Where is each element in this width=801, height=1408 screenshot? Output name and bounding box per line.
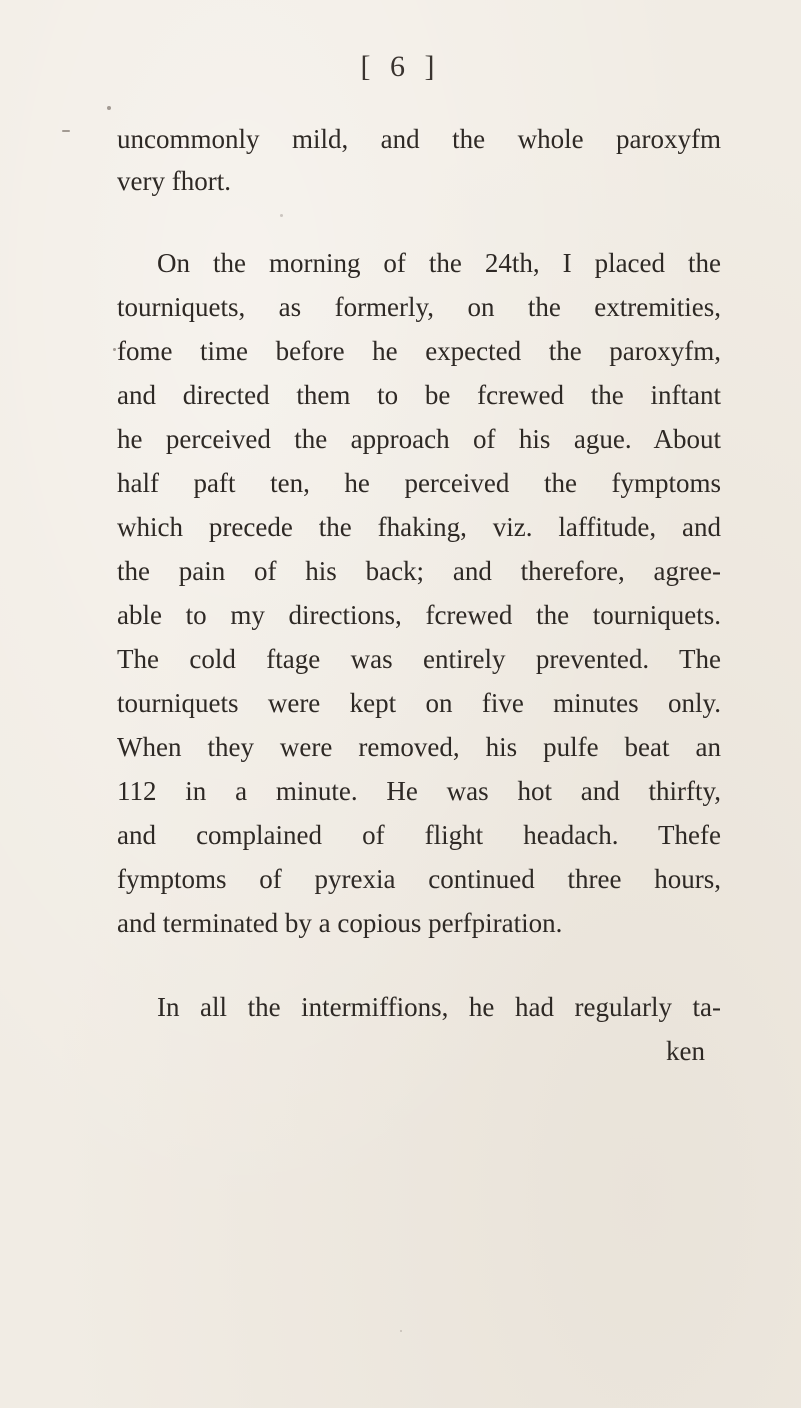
text-line: half paft ten, he perceived the fymptoms [117, 468, 721, 498]
paper-speck [400, 1330, 402, 1332]
paper-speck [113, 348, 116, 351]
text-line: The cold ftage was entirely prevented. The [117, 644, 721, 674]
text-line: very fhort. [117, 166, 231, 196]
text-line: which precede the fhaking, viz. laffitude, and [117, 512, 721, 542]
text-line: In all the intermiffions, he had regularly ta- [157, 992, 721, 1022]
text-line: he perceived the approach of his ague. About [117, 424, 721, 454]
text-line: 112 in a minute. He was hot and thirfty, [117, 776, 721, 806]
text-line: When they were removed, his pulfe beat an [117, 732, 721, 762]
paper-speck [62, 130, 70, 132]
catchword: ken [666, 1036, 705, 1066]
text-line: able to my directions, fcrewed the tourniquets. [117, 600, 721, 630]
page-number: [ 6 ] [360, 50, 441, 83]
paper-speck [280, 214, 283, 217]
text-line: tourniquets, as formerly, on the extremities, [117, 292, 721, 322]
text-line: On the morning of the 24th, I placed the [157, 248, 721, 278]
text-line: tourniquets were kept on five minutes only. [117, 688, 721, 718]
paper-speck [107, 106, 111, 110]
text-line: the pain of his back; and therefore, agree- [117, 556, 721, 586]
text-line: fome time before he expected the paroxyfm, [117, 336, 721, 366]
text-line: and directed them to be fcrewed the inftant [117, 380, 721, 410]
text-line: and terminated by a copious perfpiration. [117, 908, 563, 938]
text-line: and complained of flight headach. Thefe [117, 820, 721, 850]
text-line: fymptoms of pyrexia continued three hours, [117, 864, 721, 894]
text-line: uncommonly mild, and the whole paroxyfm [117, 124, 721, 154]
